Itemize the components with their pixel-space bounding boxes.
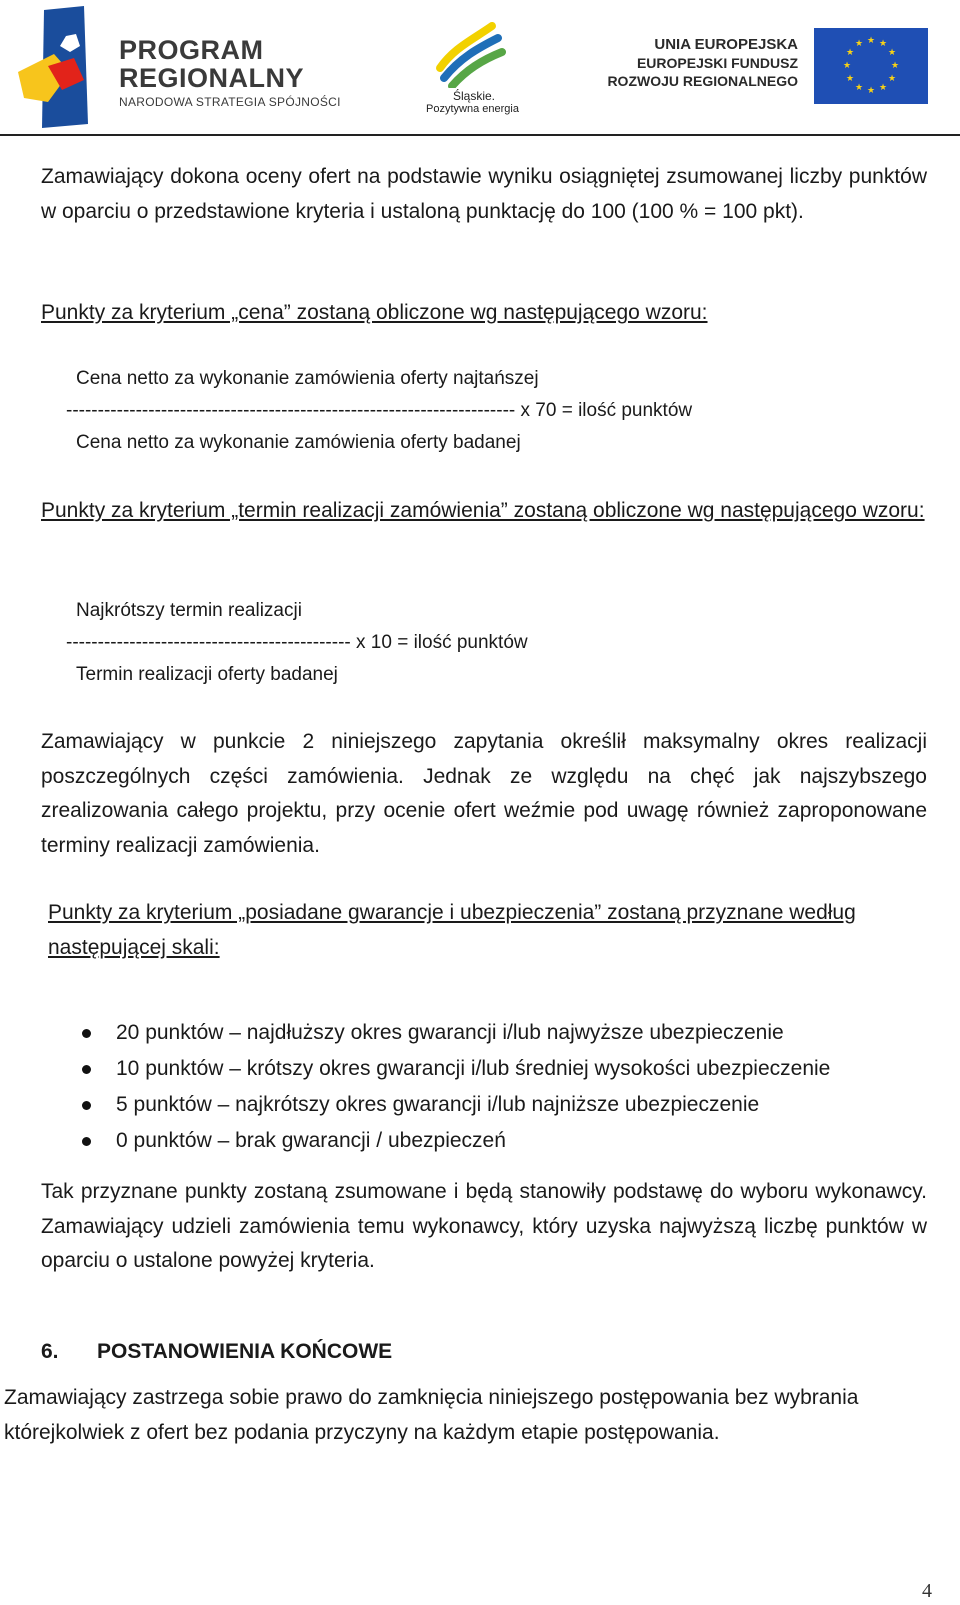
svg-text:★: ★: [887, 48, 897, 58]
program-regionalny-logo-icon: [14, 6, 114, 128]
svg-text:★: ★: [845, 48, 855, 58]
list-item-text: 5 punktów – najkrótszy okres gwarancji i/lub najniższe ubezpieczenie: [116, 1093, 760, 1116]
program-line-2: REGIONALNY: [119, 63, 305, 93]
term-criterion-heading: Punkty za kryterium „termin realizacji zamówienia” zostaną obliczone wg następującego wzoru:: [41, 499, 925, 522]
eu-line-3: ROZWOJU REGIONALNEGO: [607, 73, 798, 89]
price-formula-denominator: Cena netto za wykonanie zamówienia oferty badanej: [76, 432, 521, 453]
final-provisions-paragraph: Zamawiający zastrzega sobie prawo do zamknięcia niniejszego postępowania bez wybrania którejkolwiek z ofert bez podania przyczyny na każdym etapie postępowania.: [4, 1386, 859, 1444]
svg-text:★: ★: [842, 61, 852, 71]
svg-text:★: ★: [890, 61, 900, 71]
silesia-name: Śląskie.: [453, 89, 496, 103]
bullet-icon: [82, 1065, 91, 1074]
term-formula-numerator: Najkrótszy termin realizacji: [76, 600, 302, 621]
program-line-3: NARODOWA STRATEGIA SPÓJNOŚCI: [119, 95, 341, 109]
program-regionalny-text: [119, 36, 341, 109]
list-item: [78, 1123, 948, 1159]
svg-text:★: ★: [854, 83, 864, 93]
summary-paragraph: Tak przyznane punkty zostaną zsumowane i będą stanowiły podstawę do wyboru wykonawcy. Zamawiający udzieli zamówienia temu wykonawcy, który uzyska najwyższą liczbę punktów w oparciu o ustalone powyżej kryteria.: [41, 1180, 927, 1272]
svg-text:★: ★: [866, 86, 876, 96]
list-item-text: 10 punktów – krótszy okres gwarancji i/lub średniej wysokości ubezpieczenie: [116, 1057, 831, 1080]
program-line-1: PROGRAM: [119, 35, 264, 65]
svg-text:★: ★: [854, 39, 864, 49]
section-number: 6.: [41, 1340, 59, 1363]
page-header: [0, 0, 960, 138]
section-title: POSTANOWIENIA KOŃCOWE: [97, 1340, 393, 1363]
eu-line-2: EUROPEJSKI FUNDUSZ: [636, 55, 798, 71]
svg-text:★: ★: [878, 83, 888, 93]
term-formula-fraction-line: --------------------------------------------- x 10 = ilość punktów: [66, 632, 528, 653]
svg-text:★: ★: [845, 74, 855, 84]
eu-flag-icon: [814, 28, 928, 104]
svg-text:★: ★: [866, 36, 876, 46]
svg-text:★: ★: [887, 74, 897, 84]
price-formula-numerator: Cena netto za wykonanie zamówienia oferty najtańszej: [76, 368, 539, 389]
silesia-logo-icon: [432, 18, 512, 88]
page-number: 4: [922, 1580, 932, 1602]
warranty-criterion-heading: Punkty za kryterium „posiadane gwarancje i ubezpieczenia” zostaną przyznane według następującej skali:: [48, 901, 856, 959]
price-formula-fraction-line: ----------------------------------------------------------------------- x 70 = ilość punktów: [66, 400, 693, 421]
bullet-icon: [82, 1101, 91, 1110]
price-criterion-heading: Punkty za kryterium „cena” zostaną obliczone wg następującego wzoru:: [41, 301, 708, 324]
warranty-scale-list: [78, 1015, 948, 1159]
bullet-icon: [82, 1137, 91, 1146]
header-divider: [0, 134, 960, 136]
term-formula-denominator: Termin realizacji oferty badanej: [76, 664, 338, 685]
svg-text:★: ★: [878, 39, 888, 49]
silesia-tagline: Pozytywna energia: [426, 103, 519, 115]
bullet-icon: [82, 1029, 91, 1038]
list-item: [78, 1015, 948, 1051]
list-item: [78, 1087, 948, 1123]
list-item: [78, 1051, 948, 1087]
section-heading: [41, 1340, 392, 1364]
list-item-text: 20 punktów – najdłuższy okres gwarancji i/lub najwyższe ubezpieczenie: [116, 1021, 784, 1044]
term-note-paragraph: Zamawiający w punkcie 2 niniejszego zapytania określił maksymalny okres realizacji poszczególnych części zamówienia. Jednak ze względu na chęć jak najszybszego zrealizowania całego projektu, przy ocenie ofert weźmie pod uwagę również zaproponowane terminy realizacji zamówienia.: [41, 730, 927, 857]
eu-text: [600, 36, 798, 90]
intro-paragraph: Zamawiający dokona oceny ofert na podstawie wyniku osiągniętej zsumowanej liczby punktów w oparciu o przedstawione kryteria i ustaloną punktację do 100 (100 % = 100 pkt).: [41, 165, 927, 223]
list-item-text: 0 punktów – brak gwarancji / ubezpieczeń: [116, 1129, 506, 1152]
eu-line-1: UNIA EUROPEJSKA: [654, 36, 798, 53]
